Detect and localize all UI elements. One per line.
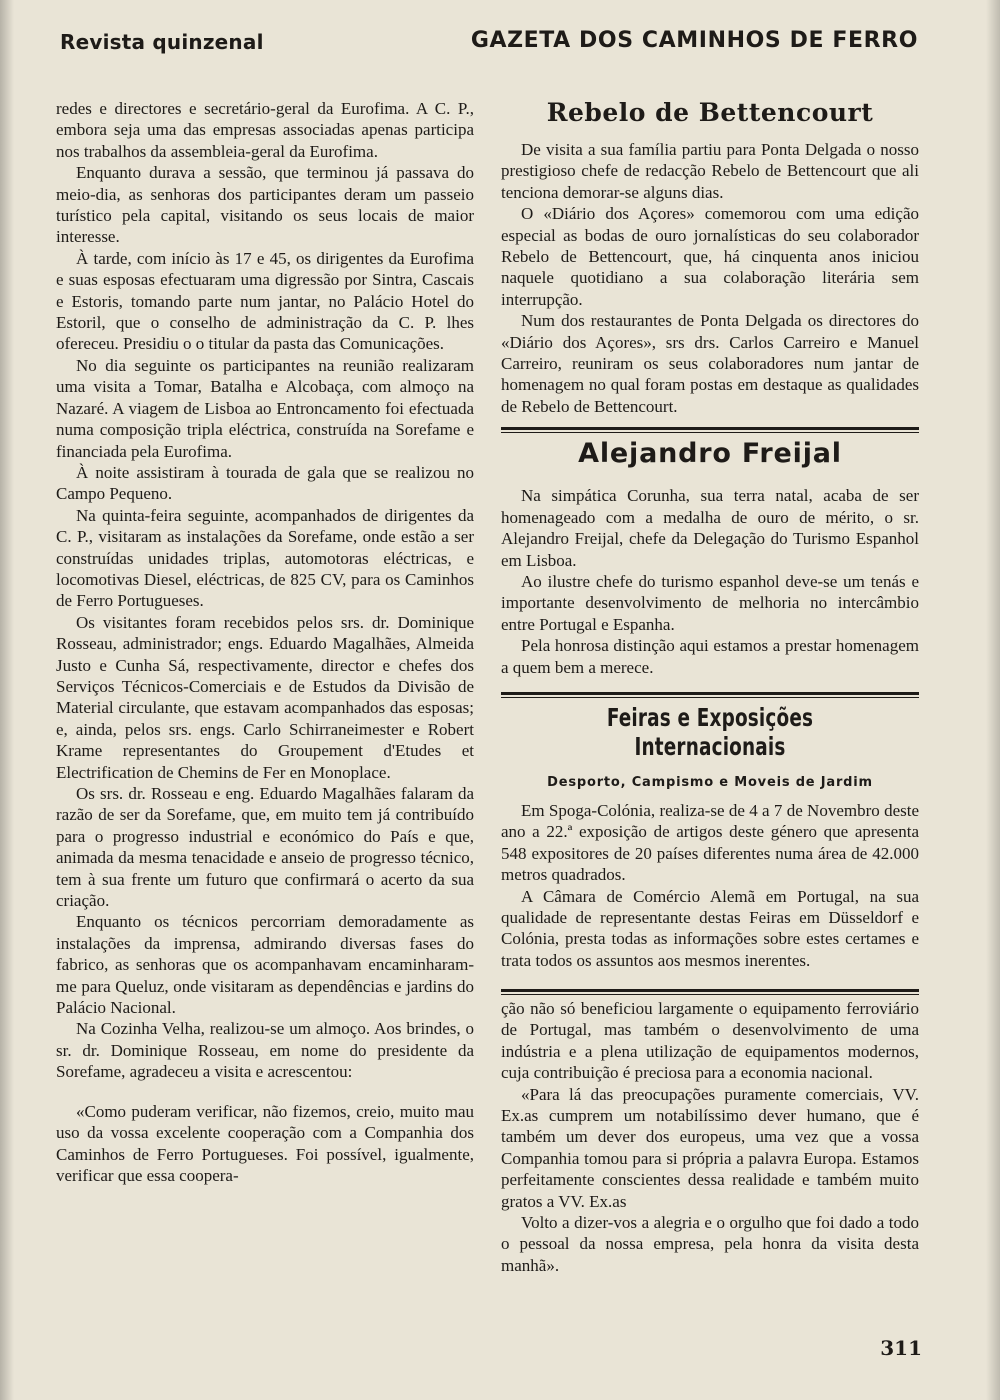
body-paragraph: Na simpática Corunha, sua terra natal, acaba de ser homenageado com a medalha de ouro de mérito, o sr. Alejandro Freijal, chefe da Delegação do Turismo Espanhol em Lisboa. (501, 486, 919, 570)
page-shadow-left (0, 0, 14, 1400)
article-title-rebelo: Rebelo de Bettencourt (546, 98, 874, 127)
running-head-right: GAZETA DOS CAMINHOS DE FERRO (470, 28, 918, 53)
body-paragraph: À tarde, com início às 17 e 45, os dirigentes da Eurofima e suas esposas efectuaram uma digressão por Sintra, Cascais e Estoris, tomando parte num jantar, no Palácio Hotel do Estoril, que o conselho de administração da C. P. lhes ofereceu. Presidiu o o titular da pasta das Comunicações. (56, 248, 474, 354)
article-title-feiras: Feiras e Exposições Internacionais (606, 702, 814, 761)
page-shadow-right (986, 0, 1000, 1400)
page-number: 311 (880, 1336, 922, 1360)
body-paragraph: redes e directores e secretário-geral da Eurofima. A C. P., embora seja uma das empresas associadas apenas participa nos trabalhos da assembleia-geral da Eurofima. (56, 99, 474, 161)
running-head-left: Revista quinzenal (60, 30, 264, 54)
body-paragraph: Na quinta-feira seguinte, acompanhados de dirigentes da C. P., visitaram as instalações da Sorefame, onde estão a ser construídas unidades triplas, automotoras eléctricas, e locomotivas Diesel, eléctricas, de 825 CV, para os Caminhos de Ferro Portugueses. (56, 505, 474, 611)
section-divider (501, 989, 919, 992)
body-paragraph: ção não só beneficiou largamente o equipamento ferroviário de Portugal, mas também o desenvolvimento de uma indústria e a plena utilização de equipamentos modernos, cuja contribuição é preciosa para a economia nacional. (501, 999, 919, 1083)
body-paragraph: Ao ilustre chefe do turismo espanhol deve-se um tenás e importante desenvolvimento de melhoria no intercâmbio entre Portugal e Espanha. (501, 571, 919, 634)
body-paragraph: Num dos restaurantes de Ponta Delgada os directores do «Diário dos Açores», srs drs. Carlos Carreiro e Manuel Carreiro, reuniram os seus colaboradores num jantar de homenagem no qual foram postas em destaque as qualidades de Rebelo de Bettencourt. (501, 311, 919, 416)
body-paragraph: Enquanto os técnicos percorriam demoradamente as instalações da imprensa, admirando diversas fases do fabrico, as senhoras que os acompanhavam encaminharam-me para Queluz, onde visitaram as dependências e jardins do Palácio Nacional. (56, 912, 474, 1018)
body-paragraph: Volto a dizer-vos a alegria e o orgulho que foi dado a todo o pessoal da nossa empresa, pela honra da visita desta manhã». (501, 1213, 919, 1275)
body-paragraph: A Câmara de Comércio Alemã em Portugal, na sua qualidade de representante destas Feiras em Düsseldorf e Colónia, presta todas as informações sobre estes certames e trata todos os assuntos aos mesmos inerentes. (501, 886, 919, 970)
section-divider (501, 692, 919, 695)
body-paragraph: Os visitantes foram recebidos pelos srs. dr. Dominique Rosseau, administrador; engs. Eduardo Magalhães, Almeida Justo e Cunha Sá, respectivamente, director e chefes dos Serviços Técnicos-Comerciais e de Estudos da Divisão de Material circulante, que estavam acompanhados das esposas; e, ainda, pelos srs. engs. Carlo Schirraneimester e Robert Krame representantes do Groupement d'Etudes et Electrification de Chemins de Fer en Monoplace. (56, 612, 474, 782)
body-paragraph: Na Cozinha Velha, realizou-se um almoço. Aos brindes, o sr. dr. Dominique Rosseau, em nome do presidente da Sorefame, agradeceu a visita e acrescentou: (56, 1019, 474, 1082)
article-subtitle: Desporto, Campismo e Moveis de Jardim (547, 774, 873, 790)
left-column (56, 98, 474, 1186)
body-paragraph: No dia seguinte os participantes na reunião realizaram uma visita a Tomar, Batalha e Alcobaça, com almoço na Nazaré. A viagem de Lisboa ao Entroncamento foi efectuada numa composição tripla eléctrica, construída na Sorefame e financiada pela Eurofima. (56, 355, 474, 461)
body-paragraph: De visita a sua família partiu para Ponta Delgada o nosso prestigioso chefe de redacção Rebelo de Bettencourt que ali tenciona demorar-se alguns dias. (501, 140, 919, 202)
right-column (501, 94, 919, 992)
body-paragraph: Pela honrosa distinção aqui estamos a prestar homenagem a quem bem a merece. (501, 636, 919, 677)
article-title-alejandro: Alejandro Freijal (578, 438, 842, 470)
body-paragraph: «Para lá das preocupações puramente comerciais, VV. Ex.as cumprem um notabilíssimo dever humano, que é também um dever dos europeus, uma vez que a vossa Companhia tomou para si própria a palavra Europa. Estamos perfeitamente conscientes dessa realidade e também muito gratos a VV. Ex.as (501, 1084, 919, 1211)
section-divider (501, 427, 919, 430)
body-paragraph: Os srs. dr. Rosseau e eng. Eduardo Magalhães falaram da razão de ser da Sorefame, que, em muito tem já contribuído para o progresso industrial e económico do País e que, animada da mesma tenacidade e anseio de progresso técnico, tem à sua frente um futuro que confirmará o acerto da sua criação. (56, 784, 474, 911)
body-paragraph: Enquanto durava a sessão, que terminou já passava do meio-dia, as senhoras dos participantes deram um passeio turístico pela capital, visitando os seus locais de maior interesse. (56, 163, 474, 247)
continuation-column (501, 998, 919, 1276)
body-paragraph: Em Spoga-Colónia, realiza-se de 4 a 7 de Novembro deste ano a 22.ª exposição de artigos deste género que apresenta 548 expositores de 20 países diferentes numa área de 42.000 metros quadrados. (501, 800, 919, 885)
body-paragraph: À noite assistiram à tourada de gala que se realizou no Campo Pequeno. (56, 462, 474, 504)
body-paragraph: «Como puderam verificar, não fizemos, creio, muito mau uso da vossa excelente cooperação com a Companhia dos Caminhos de Ferro Portugueses. Foi possível, igualmente, verificar que essa coopera- (56, 1101, 474, 1185)
body-paragraph: O «Diário dos Açores» comemorou com uma edição especial as bodas de ouro jornalísticas do seu colaborador Rebelo de Bettencourt, que, há cinquenta anos iniciou naquele quotidiano a sua colaboração literária sem interrupção. (501, 204, 919, 309)
